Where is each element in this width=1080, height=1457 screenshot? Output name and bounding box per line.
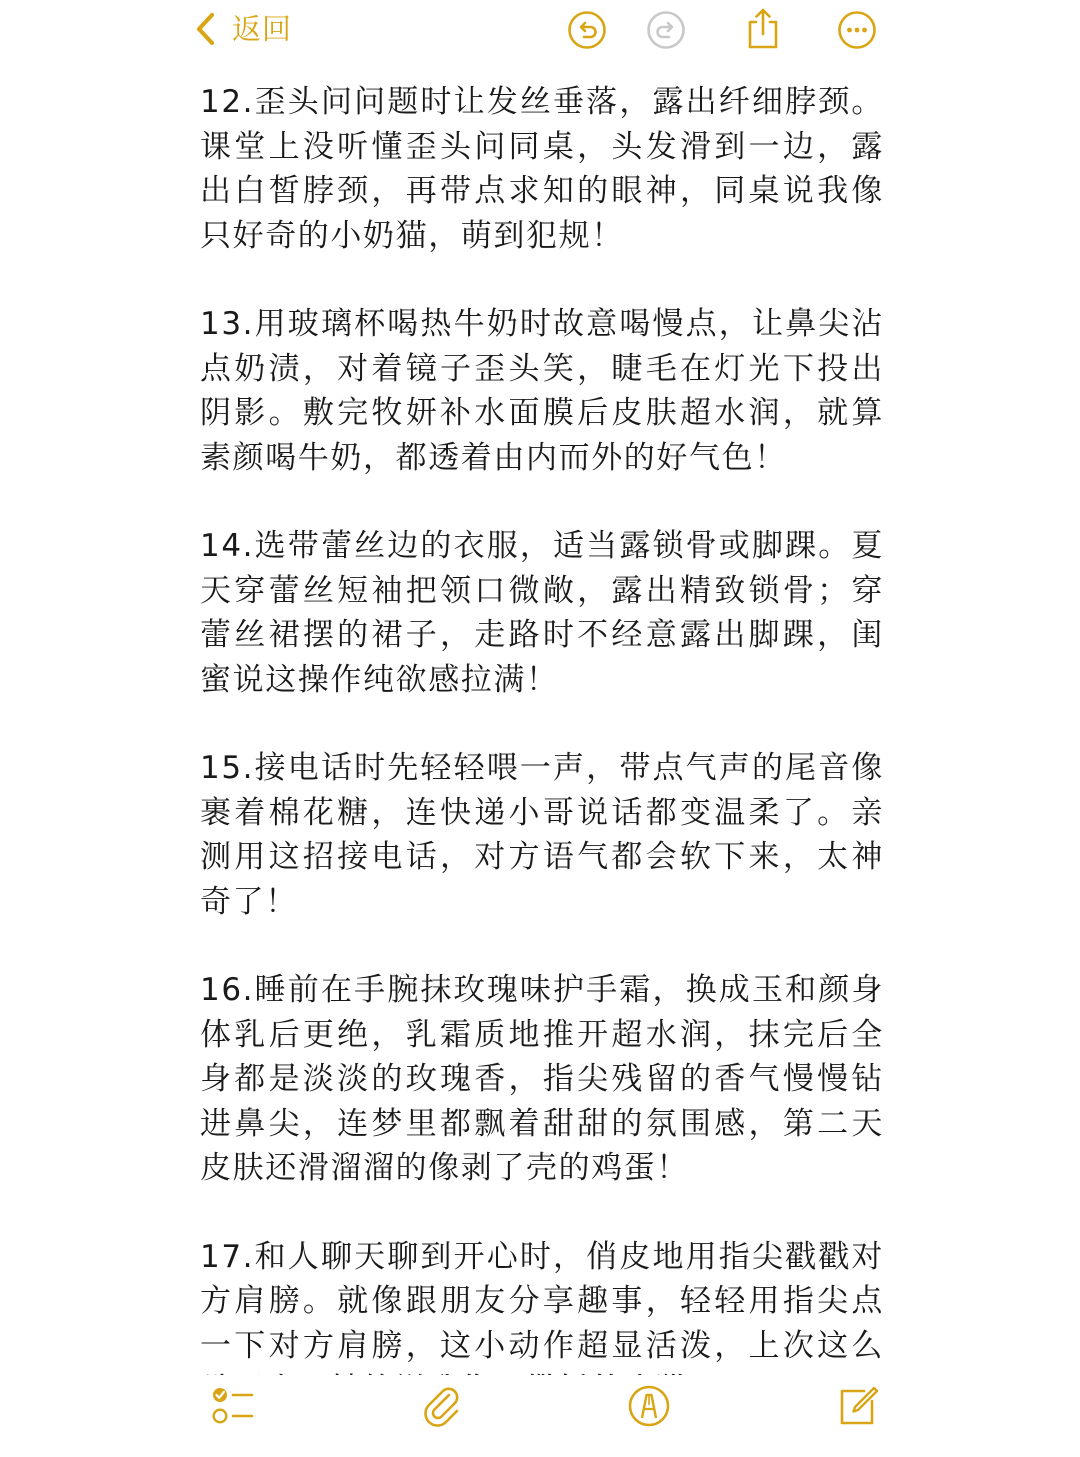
redo-icon[interactable] bbox=[646, 10, 686, 50]
more-icon[interactable] bbox=[837, 10, 877, 50]
note-paragraph-12: 12.歪头问问题时让发丝垂落，露出纤细脖颈。课堂上没听懂歪头问同桌，头发滑到一边，露出白皙脖颈，再带点求知的眼神，同桌说我像只好奇的小奶猫，萌到犯规！ bbox=[200, 84, 884, 254]
markup-pen-icon[interactable] bbox=[626, 1383, 672, 1429]
back-label: 返回 bbox=[232, 12, 293, 46]
paperclip-icon[interactable] bbox=[420, 1383, 466, 1429]
note-content[interactable] bbox=[200, 80, 884, 1457]
compose-icon[interactable] bbox=[834, 1383, 880, 1429]
chevron-left-icon bbox=[192, 8, 222, 50]
undo-icon[interactable] bbox=[567, 10, 607, 50]
note-paragraph-17: 17.和人聊天聊到开心时，俏皮地用指尖戳戳对方肩膀。就像跟朋友分享趣事，轻轻用指尖点一下对方肩膀，这小动作超显活泼，上次这么 bbox=[200, 1238, 884, 1364]
checklist-icon[interactable] bbox=[210, 1383, 256, 1429]
note-paragraph-16: 16.睡前在手腕抹玫瑰味护手霜，换成玉和颜身体乳后更绝，乳霜质地推开超水润，抹完后全身都是淡淡的玫瑰香，指尖残留的香气慢慢钻进鼻尖，连梦里都飘着甜甜的氛围感，第二天皮肤还滑溜溜的像剥了壳的鸡蛋！ bbox=[200, 972, 884, 1186]
share-icon[interactable] bbox=[743, 6, 783, 50]
top-toolbar bbox=[0, 0, 1080, 62]
bottom-toolbar bbox=[0, 1375, 1080, 1443]
note-paragraph-15: 15.接电话时先轻轻喂一声，带点气声的尾音像裹着棉花糖，连快递小哥说话都变温柔了。亲测用这招接电话，对方语气都会软下来，太神奇了！ bbox=[200, 750, 884, 920]
note-paragraph-13: 13.用玻璃杯喝热牛奶时故意喝慢点，让鼻尖沾点奶渍，对着镜子歪头笑，睫毛在灯光下投出阴影。敷完牧妍补水面膜后皮肤超水润，就算素颜喝牛奶，都透着由内而外的好气色！ bbox=[200, 306, 884, 476]
back-button[interactable] bbox=[192, 8, 292, 50]
note-paragraph-14: 14.选带蕾丝边的衣服，适当露锁骨或脚踝。夏天穿蕾丝短袖把领口微敞，露出精致锁骨；穿蕾丝裙摆的裙子，走路时不经意露出脚踝，闺蜜说这操作纯欲感拉满！ bbox=[200, 528, 884, 698]
